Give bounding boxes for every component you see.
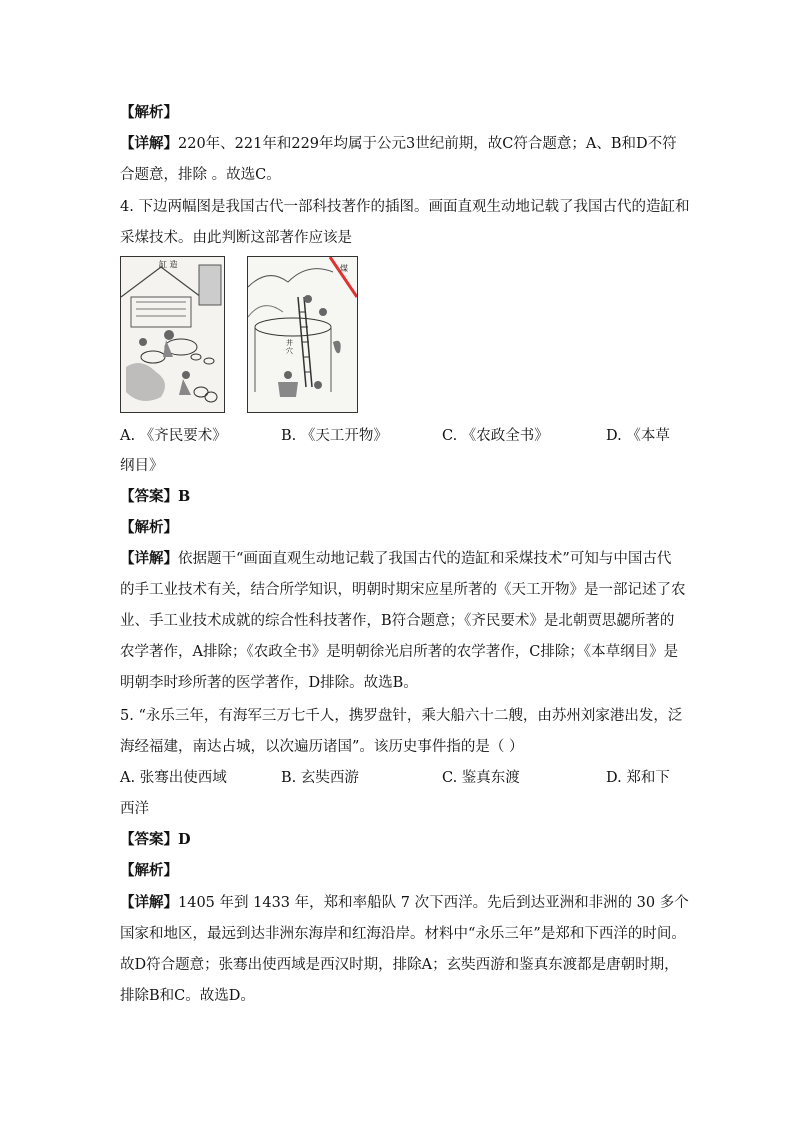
q4-option-c: C. 《农政全书》 [442,428,549,444]
q4-option-b: B. 《天工开物》 [281,428,388,444]
q5-option-d-cont: 西洋 [120,801,149,817]
q5-detail-label: 【详解】 [120,894,178,911]
detail-text-line: 合题意，排除 。故选C。 [120,167,281,183]
q4-option-d-cont: 纲目》 [120,458,164,474]
q4-detail-line: 业、手工业技术成就的综合性科技著作，B符合题意；《齐民要术》是北朝贾思勰所著的 [120,613,675,629]
q4-detail-text: 依据题干“画面直观生动地记载了我国古代的造缸和采煤技术”可知与中国古代 [178,551,672,567]
q5-detail-line: 排除B和C。故选D。 [120,988,255,1004]
q5-answer: 【答案】D [120,831,191,848]
q5-option-b: B. 玄奘西游 [281,770,359,786]
detail-label: 【详解】 [120,135,178,152]
question-4-stem-cont: 采煤技术。由此判断这部著作应该是 [120,230,352,246]
q5-option-a: A. 张骞出使西域 [120,770,227,786]
q5-detail-paragraph [120,893,689,913]
q5-option-c: C. 鉴真东渡 [442,770,520,786]
q5-detail-text: 1405 年到 1433 年，郑和率船队 7 次下西洋。先后到达亚洲和非洲的 30 多个 [178,895,689,911]
question-4-stem: 4. 下边两幅图是我国古代一部科技著作的插图。画面直观生动地记载了我国古代的造缸和 [120,199,690,215]
question-5-stem: 5. “永乐三年，有海军三万七千人，携罗盘针，乘大船六十二艘，由苏州刘家港出发，泛 [120,708,683,724]
vat-illustration-caption: 缸 造 [159,260,178,269]
q4-detail-line: 明朝李时珍所著的医学著作，D排除。故选B。 [120,675,418,691]
vat-making-illustration [120,256,225,413]
q4-detail-paragraph [120,549,671,569]
detail-paragraph [120,134,677,154]
q4-answer: 【答案】B [120,488,191,505]
analysis-heading: 【解析】 [120,104,178,121]
q4-detail-line: 的手工业技术有关，结合所学知识，明朝时期宋应星所著的《天工开物》是一部记述了农 [120,582,686,598]
detail-text: 220年、221年和229年均属于公元3世纪前期，故C符合题意；A、B和D不符 [178,136,677,152]
q4-detail-line: 农学著作，A排除；《农政全书》是明朝徐光启所著的农学著作，C排除；《本草纲目》是 [120,644,679,660]
question-5-stem-cont: 海经福建，南达占城，以次遍历诸国”。该历史事件指的是（ ） [120,739,524,755]
q4-option-d: D. 《本草 [606,428,670,444]
q5-option-d: D. 郑和下 [606,770,670,786]
q5-analysis-heading: 【解析】 [120,862,178,879]
q4-option-a: A. 《齐民要术》 [120,428,227,444]
coal-mining-illustration [247,256,358,413]
q5-detail-line: 国家和地区，最远到达非洲东海岸和红海沿岸。材料中“永乐三年”是郑和下西洋的时间。 [120,926,686,942]
q5-detail-line: 故D符合题意；张骞出使西域是西汉时期，排除A；玄奘西游和鉴真东渡都是唐朝时期， [120,957,679,973]
coal-shaft-label: 井 穴 [286,339,293,355]
q4-detail-label: 【详解】 [120,550,178,567]
coal-illustration-caption: 煤 [340,264,348,273]
q4-analysis-heading: 【解析】 [120,519,178,536]
